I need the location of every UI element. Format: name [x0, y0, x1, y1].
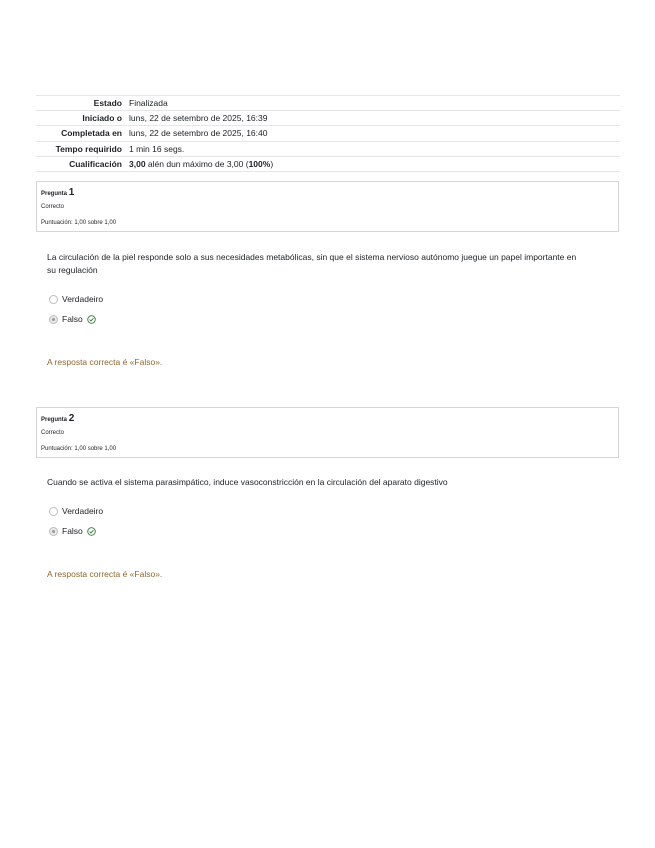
right-answer-1: A resposta correcta é «Falso».	[47, 357, 163, 367]
grade-score: 3,00	[129, 158, 146, 169]
answer-label: Falso	[62, 526, 83, 536]
question-state: Correcto	[41, 204, 65, 210]
check-circle-icon	[87, 527, 96, 536]
summary-label: Estado	[36, 96, 129, 111]
radio-button-selected[interactable]	[49, 315, 58, 324]
question-info-1	[36, 181, 619, 232]
question-info-2	[36, 407, 619, 458]
answer-label: Falso	[62, 314, 83, 324]
question-number-value: 2	[68, 413, 75, 424]
summary-value: luns, 22 de setembro de 2025, 16:40	[129, 126, 620, 141]
grade-middle: alén dun máximo de 3,00 (	[145, 158, 249, 169]
question-state: Correcto	[41, 430, 65, 436]
answer-option-true-2[interactable]	[49, 506, 103, 516]
summary-row-completada	[36, 126, 620, 141]
radio-button-selected[interactable]	[49, 527, 58, 536]
question-text-2	[47, 476, 615, 489]
summary-row-estado	[36, 96, 620, 111]
question-prefix: Pregunta	[41, 417, 68, 423]
summary-label: Iniciado o	[36, 111, 129, 126]
question-number-value: 1	[68, 187, 75, 198]
summary-value: 1 min 16 segs.	[129, 141, 620, 156]
summary-grade-value	[129, 156, 620, 171]
question-number	[41, 413, 74, 424]
summary-label: Tempo requirido	[36, 141, 129, 156]
question-text-line: su regulación	[47, 264, 98, 275]
right-answer-2: A resposta correcta é «Falso».	[47, 569, 163, 579]
question-grade: Puntuación: 1,00 sobre 1,00	[41, 446, 117, 452]
answer-label: Verdadeiro	[62, 506, 104, 516]
grade-percent: 100%	[248, 158, 271, 169]
summary-value: luns, 22 de setembro de 2025, 16:39	[129, 111, 620, 126]
question-grade: Puntuación: 1,00 sobre 1,00	[41, 220, 117, 226]
summary-row-iniciado	[36, 111, 620, 126]
radio-button[interactable]	[49, 295, 58, 304]
summary-label: Completada en	[36, 126, 129, 141]
summary-value: Finalizada	[129, 96, 620, 111]
question-text-line: Cuando se activa el sistema parasimpático, induce vasoconstricción en la circulación del aparato digestivo	[47, 477, 448, 487]
check-circle-icon	[87, 315, 96, 324]
quiz-summary-table	[36, 95, 620, 172]
summary-label: Cualificación	[36, 156, 129, 171]
answer-option-true-1[interactable]	[49, 294, 103, 304]
question-number	[41, 187, 74, 198]
grade-end: )	[270, 158, 274, 169]
answer-option-false-2[interactable]	[49, 526, 96, 536]
question-text-line: La circulación de la piel responde solo a sus necesidades metabólicas, sin que el sistema nervioso autónomo juegue un papel importante en	[47, 252, 577, 262]
radio-button[interactable]	[49, 507, 58, 516]
question-text-1	[47, 251, 615, 276]
summary-row-cualificacion	[36, 156, 620, 171]
answer-label: Verdadeiro	[62, 294, 104, 304]
summary-row-tempo	[36, 141, 620, 156]
answer-option-false-1[interactable]	[49, 314, 96, 324]
question-prefix: Pregunta	[41, 191, 68, 197]
